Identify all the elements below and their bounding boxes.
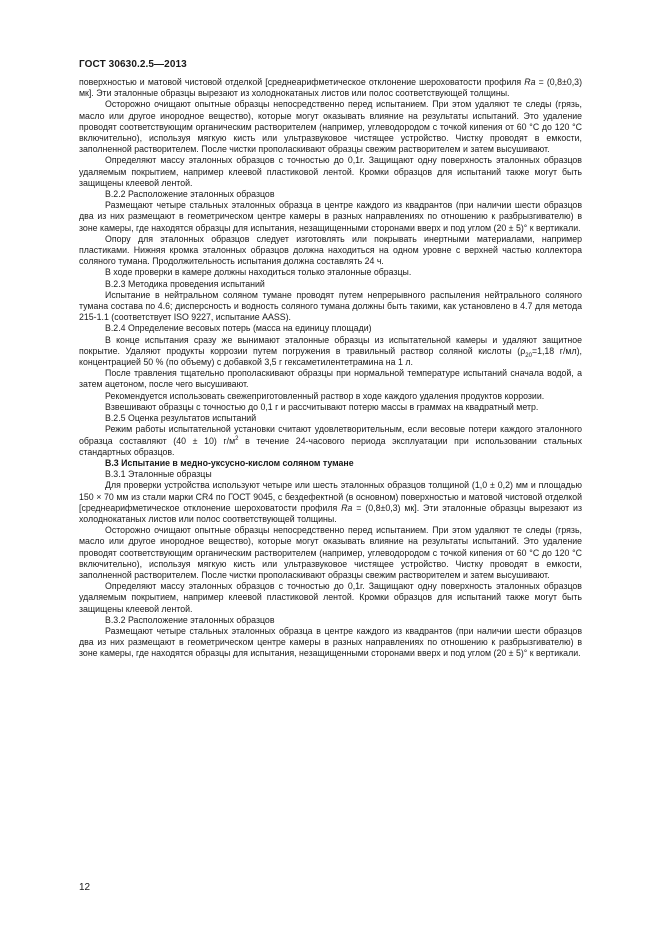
document-body	[79, 77, 582, 660]
paragraph: В конце испытания сразу же вынимают эталонные образцы из испытательной камеры и удаляют защитное покрытие. Удаляют продукты коррозии путем погружения в травильный раствор соляной кислоты ($\rho_{20}=1,18$ г/мл), концентрацией 50 % (по объему) с добавкой 3,5 г гексаметилентетрамина на 1 л.	[79, 334, 582, 368]
section-heading: В.2.3 Методика проведения испытаний	[105, 278, 265, 289]
paragraph: Размещают четыре стальных эталонных образца в центре каждого из квадрантов (при наличии шести образцов два из них размещают в геометрическом центре камеры в разных направлениях по отношению к разбрызгивателю) в зоне камеры, где находятся образцы для испытания, незащищенными сторонами вверх и под углом (20 ± 5)° к вертикали.	[79, 200, 582, 233]
paragraph: Осторожно очищают опытные образцы непосредственно перед испытанием. При этом удаляют те следы (грязь, масло или другое инородное вещество), которые могут оказывать влияние на результаты испытаний. Это удаление проводят соответствующим органическим растворителем (например, углеводородом с точкой кипения от 60 °С до 120 °С включительно), используя мягкую кисть или ультразвуковое чистящее устройство. Чистку проводят в емкости, заполненной растворителем. После чистки прополаскивают образцы свежим растворителем и затем высушивают.	[79, 99, 582, 155]
ra-symbol: Ra	[524, 77, 536, 87]
section-heading: В.3.2 Расположение эталонных образцов	[105, 614, 275, 625]
section-heading: В.2.2 Расположение эталонных образцов	[105, 189, 275, 200]
section-heading-bold: В.3 Испытание в медно-уксусно-кислом соляном тумане	[105, 457, 354, 468]
document-header: ГОСТ 30630.2.5—2013	[79, 59, 187, 70]
paragraph: Взвешивают образцы с точностью до 0,1 г и рассчитывают потерю массы в граммах на квадратный метр.	[105, 401, 539, 412]
paragraph: Определяют массу эталонных образцов с точностью до 0,1г. Защищают одну поверхность эталонных образцов удаляемым покрытием, например клеевой пластиковой лентой. Кромки образцов для испытаний также могут быть защищены клеевой лентой.	[79, 581, 582, 614]
paragraph: Для проверки устройства используют четыре или шесть эталонных образцов толщиной (1,0 ± 0,2) мм и площадью 150 × 70 мм из стали марки CR4 по ГОСТ 9045, с бездефектной (в основном) поверхностью и матовой чистовой отделкой [среднеарифметическое отклонение шероховатости профиля Ra = (0,8±0,3) мк]. Эти эталонные образцы вырезают из холоднокатаных листов или полос соответствующей толщины.	[79, 480, 582, 524]
section-heading: В.3.1 Эталонные образцы	[105, 469, 212, 480]
paragraph: Размещают четыре стальных эталонных образца в центре каждого из квадрантов (при наличии шести образцов два из них размещают в геометрическом центре камеры в разных направлениях по отношению к разбрызгивателю) в зоне камеры, где находятся образцы для испытания, незащищенными сторонами вверх и под углом (20 ± 5)° к вертикали.	[79, 625, 582, 659]
page-number: 12	[79, 882, 91, 893]
paragraph: Рекомендуется использовать свежеприготовленный раствор в ходе каждого удаления продуктов коррозии.	[105, 390, 545, 401]
section-heading: В.2.4 Определение весовых потерь (масса на единицу площади)	[105, 323, 372, 334]
paragraph: Режим работы испытательной установки считают удовлетворительным, если весовые потери каждого эталонного образца составляют (40 ± 10) $г/м^2$ в течение 24-часового периода эксплуатации при использовании стальных стандартных образцов.	[79, 424, 583, 457]
ra-symbol: Ra	[341, 502, 353, 513]
paragraph: Опору для эталонных образцов следует изготовлять или покрывать инертными материалами, например пластиками. Нижняя кромка эталонных образцов должна находиться на одном уровне с верхней частью коллектора соляного тумана. Продолжительность испытания должна составлять 24 ч.	[79, 233, 582, 267]
paragraph: Испытание в нейтральном соляном тумане проводят путем непрерывного распыления нейтрального соляного тумана состава по 4.6; дисперсность и водность соляного тумана должны быть такими, как установлено в 4.7 для метода 215-1.1 (соответствует ISO 9227, испытание AASS).	[79, 289, 582, 323]
paragraph: В ходе проверки в камере должны находиться только эталонные образцы.	[105, 267, 412, 278]
paragraph: поверхностью и матовой чистовой отделкой [среднеарифметическое отклонение шероховатости профиля Ra = (0,8±0,3) мк]. Эти эталонные образцы вырезают из холоднокатаных листов или полос соответствующей толщины.	[79, 77, 583, 99]
paragraph: Осторожно очищают опытные образцы непосредственно перед испытанием. При этом удаляют те следы (грязь, масло или другое инородное вещество), которые могут оказывать влияние на результаты испытаний. Это удаление проводят соответствующим органическим растворителем (например, углеводородом с точкой кипения от 60 °С до 120 °С включительно), используя мягкую кисть или ультразвуковое чистящее устройство. Чистку проводят в емкости, заполненной растворителем. После чистки прополаскивают образцы свежим растворителем и затем высушивают.	[79, 525, 582, 580]
paragraph: Определяют массу эталонных образцов с точностью до 0,1г. Защищают одну поверхность эталонных образцов удаляемым покрытием, например клеевой пластиковой лентой. Кромки образцов для испытаний также могут быть защищены клеевой лентой.	[79, 155, 582, 188]
paragraph: После травления тщательно прополаскивают образцы при нормальной температуре испытаний сначала водой, а затем ацетоном, после чего высушивают.	[79, 368, 582, 390]
section-heading: В.2.5 Оценка результатов испытаний	[105, 413, 257, 424]
